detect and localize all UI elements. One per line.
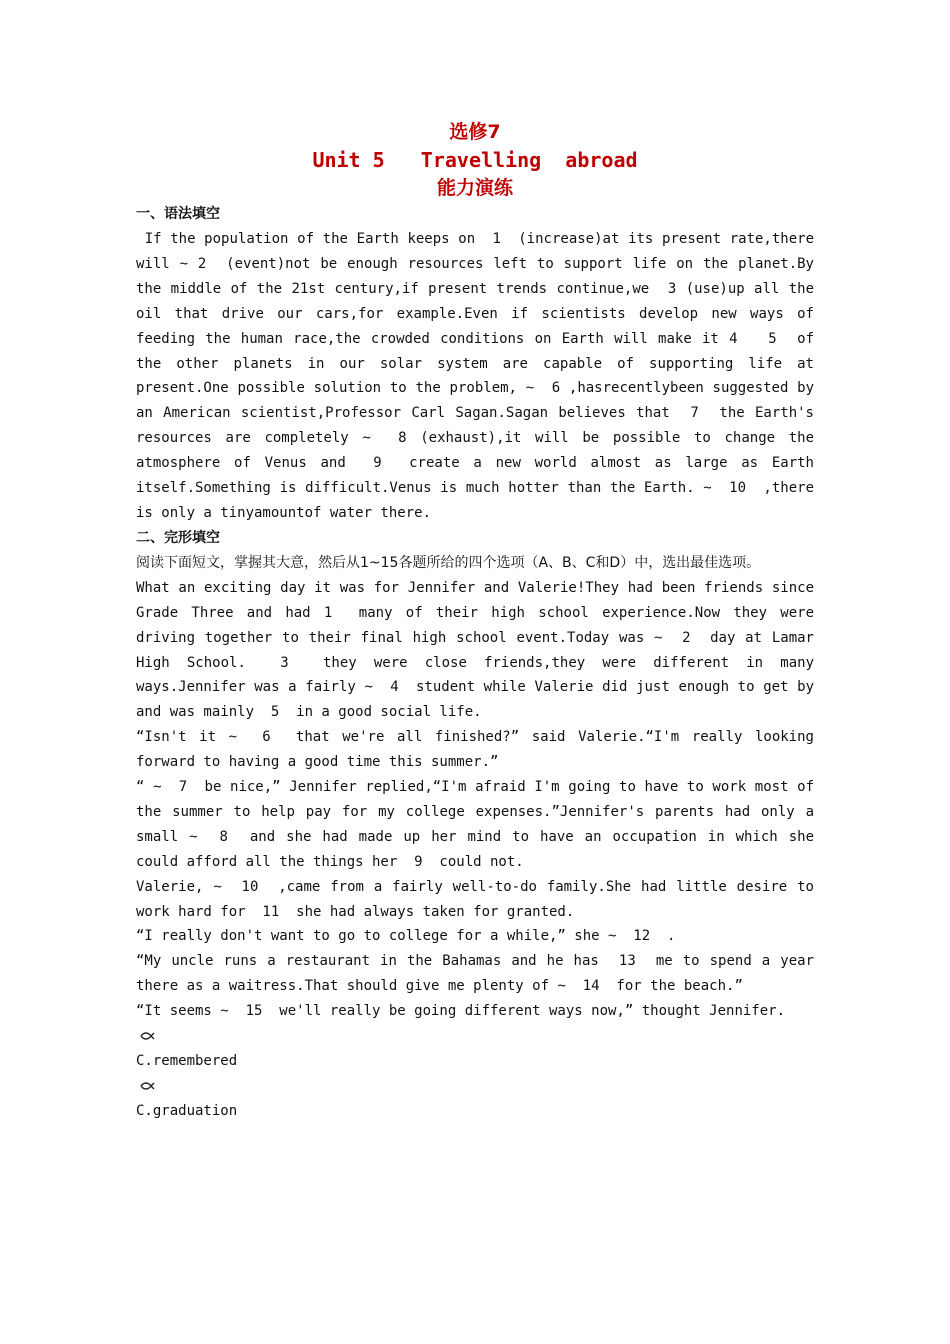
anchor-icon xyxy=(139,1031,155,1041)
option-line: C.remembered xyxy=(136,1053,238,1069)
cloze-paragraph: “My uncle runs a restaurant in the Bahamas and he has 13 me to spend a year there as a waitress.That should give me plenty of ~ 14 for the beach.” xyxy=(136,953,823,995)
anchor-icon xyxy=(139,1081,155,1091)
section2-heading: 二、完形填空 xyxy=(136,529,220,546)
cloze-paragraph: “ ~ 7 be nice,” Jennifer replied,“I'm afraid I'm going to have to work most of the summer to help pay for my college expenses.”Jennifer's parents had only a small ~ 8 and she had made up her mind to have an occupation in which she could afford all the things her 9 could not. xyxy=(136,779,823,870)
grammar-passage: If the population of the Earth keeps on 1 (increase)at its present rate,there will ~ 2 (event)not be enough resources left to support life on the planet.By the middle of the 21st century,if present trends continue,we 3 (use)up all the oil that drive our cars,for example.Even if scientists develop new ways of feeding the human race,the crowded conditions on Earth will make it 4 5 of the other planets in our solar system are capable of supporting life at present.One possible solution to the problem, ~ 6 ,hasrecentlybeen suggested by an American scientist,Professor Carl Sagan.Sagan believes that 7 the Earth's resources are completely ~ 8 (exhaust),it will be possible to change the atmosphere of Venus and 9 create a new world almost as large as Earth itself.Something is difficult.Venus is much hotter than the Earth. ~ 10 ,there is only a tinyamountof water there. xyxy=(136,231,823,521)
unit-title: Unit 5 Travelling abroad xyxy=(312,148,638,172)
option-line: C.graduation xyxy=(136,1102,238,1119)
cloze-paragraph: Valerie, ~ 10 ,came from a fairly well-to-do family.She had little desire to work hard for 11 she had always taken for granted. xyxy=(136,878,823,920)
cloze-paragraph: “Isn't it ~ 6 that we're all finished?” said Valerie.“I'm really looking forward to having a good time this summer.” xyxy=(136,729,823,771)
cloze-instruction: 阅读下面短文，掌握其大意，然后从1~15各题所给的四个选项（A、B、C和D）中，选出最佳选项。 xyxy=(136,554,761,571)
anchor-row xyxy=(136,1074,814,1099)
anchor-row xyxy=(136,1024,814,1049)
worksheet-page xyxy=(136,118,823,1124)
cloze-paragraph: “It seems ~ 15 we'll really be going different ways now,” thought Jennifer. xyxy=(136,1003,786,1020)
practice-title: 能力演练 xyxy=(436,177,513,199)
cloze-paragraph: What an exciting day it was for Jennifer and Valerie!They had been friends since Grade Three and had 1 many of their high school experience.Now they were driving together to their final high school event.Today was ~ 2 day at Lamar High School. 3 they were close friends,they were different in many ways.Jennifer was a fairly ~ 4 student while Valerie did just enough to get by and was mainly 5 in a good social life. xyxy=(136,579,823,721)
cloze-paragraph: “I really don't want to go to college for a while,” she ~ 12 . xyxy=(136,928,676,945)
section1-heading: 一、语法填空 xyxy=(136,206,220,222)
book-title: 选修7 xyxy=(449,121,501,143)
